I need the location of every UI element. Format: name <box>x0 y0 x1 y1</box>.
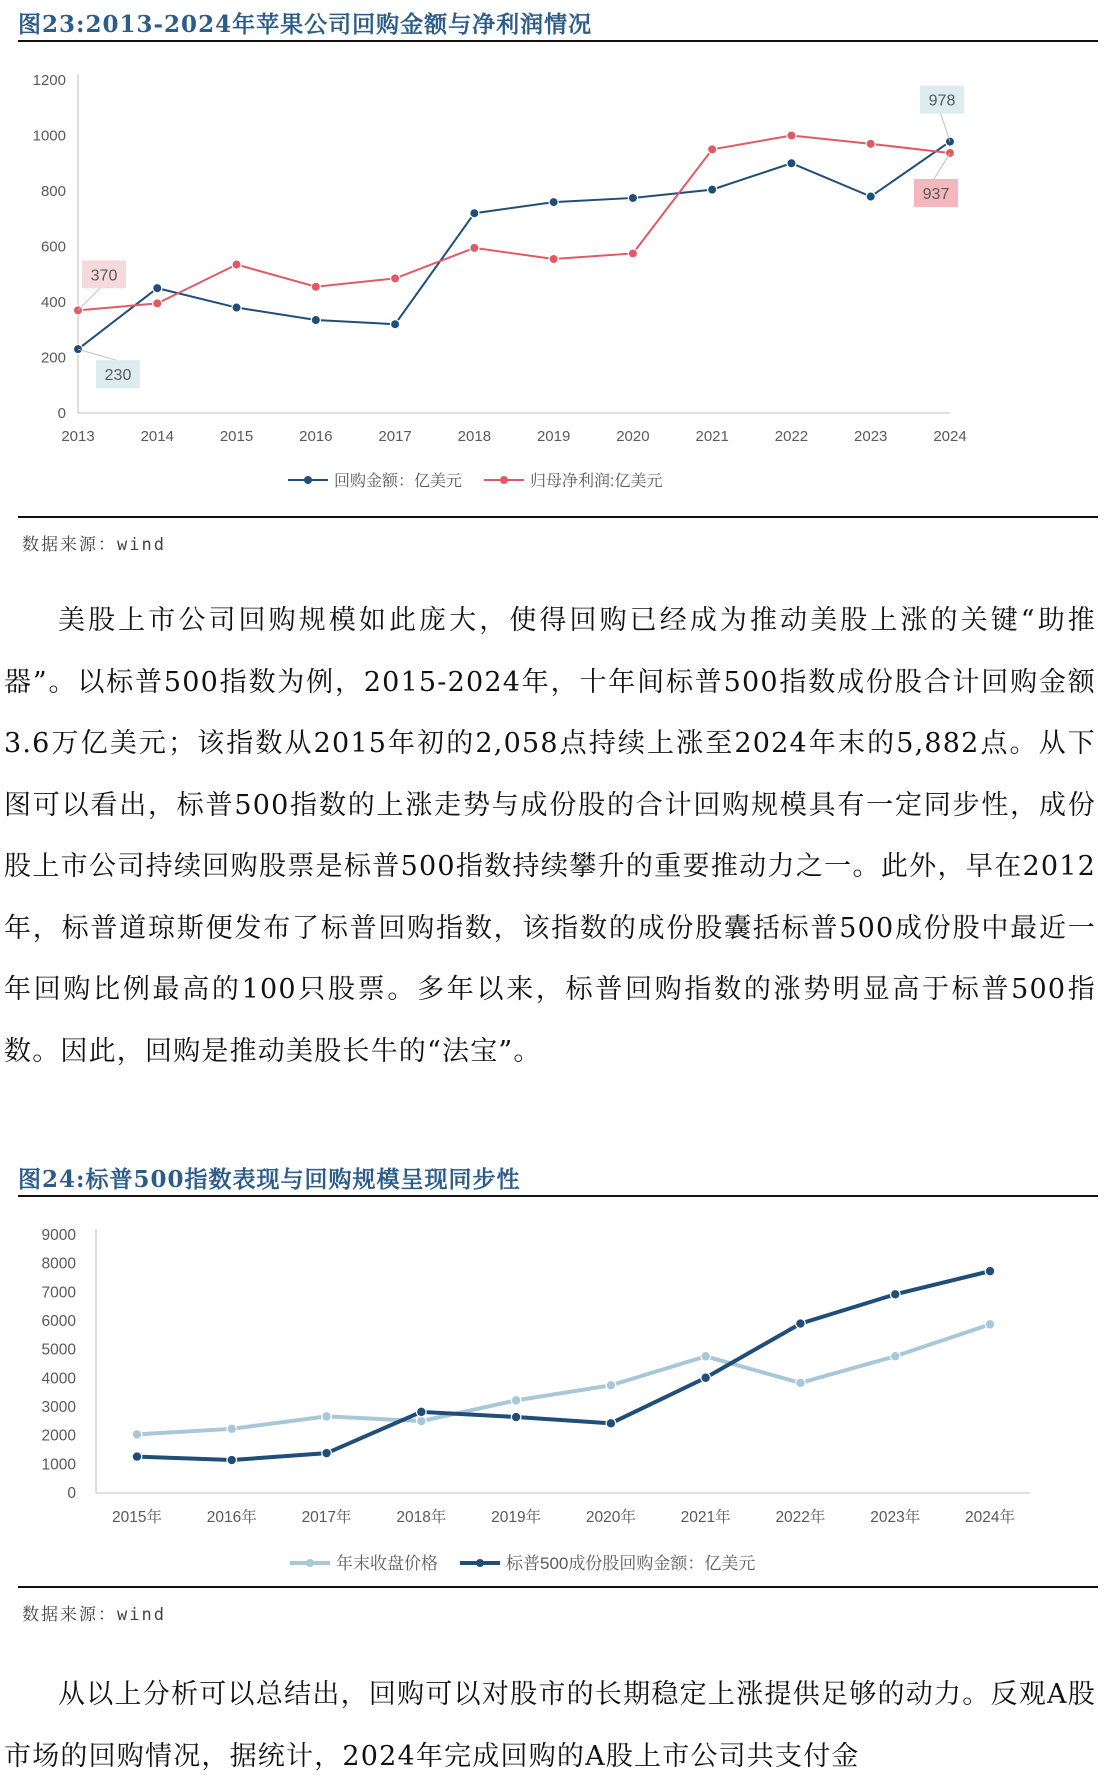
series-line-1 <box>78 142 950 350</box>
y-tick-label: 4000 <box>41 1370 76 1388</box>
data-point-series-1 <box>708 185 717 194</box>
annotation-label: 937 <box>922 185 950 203</box>
data-point-series-1 <box>232 303 241 312</box>
series-line-1 <box>137 1324 990 1434</box>
x-tick-label: 2018 <box>457 428 492 445</box>
data-point-series-1 <box>470 209 479 218</box>
legend-label: 回购金额：亿美元 <box>334 473 463 490</box>
data-point-series-2 <box>322 1448 332 1458</box>
data-point-series-2 <box>227 1455 237 1465</box>
annotation-label: 230 <box>104 367 132 385</box>
x-tick-label: 2022 <box>774 428 809 445</box>
data-point-series-1 <box>606 1381 616 1391</box>
legend-swatch-marker <box>306 1559 314 1567</box>
data-point-series-2 <box>153 299 162 308</box>
x-tick-label: 2020 <box>616 428 650 445</box>
figure-23-source: 数据来源：wind <box>22 535 166 555</box>
figure-23-title: 图23:2013-2024年苹果公司回购金额与净利润情况 <box>18 11 593 38</box>
x-tick-label: 2024 <box>933 428 967 445</box>
data-point-series-1 <box>549 198 558 207</box>
data-point-series-2 <box>866 139 875 148</box>
figure-24-source: 数据来源：wind <box>22 1605 166 1625</box>
y-tick-label: 400 <box>40 294 66 311</box>
data-point-series-2 <box>511 1412 521 1422</box>
y-tick-label: 1000 <box>32 127 66 145</box>
x-tick-label: 2015 <box>219 428 254 445</box>
data-point-series-2 <box>232 260 241 269</box>
x-tick-label: 2017年 <box>301 1509 352 1526</box>
data-point-series-2 <box>985 1266 995 1276</box>
x-tick-label: 2014 <box>140 428 174 445</box>
y-tick-label: 1200 <box>32 72 66 89</box>
legend-label: 年末收盘价格 <box>336 1554 438 1573</box>
paragraph-1-text: 美股上市公司回购规模如此庞大，使得回购已经成为推动美股上涨的关键“助推器”。以标普500指数为例，2015-2024年，十年间标普500指数成份股合计回购金额3.6万亿美元；该指数从2015年初的2,058点持续上涨至2024年末的5,882点。从下图可以看出，标普500指数的上涨走势与成份股的合计回购规模具有一定同步性，成份股上市公司持续回购股票是标普500指数持续攀升的重要推动力之一。此外，早在2012年，标普道琼斯便发布了标普回购指数，该指数的成份股囊括标普500成份股中最近一年回购比例最高的100只股票。多年以来，标普回购指数的涨势明显高于标普500指数。因此，回购是推动美股长牛的“法宝”。 <box>4 605 1096 1067</box>
annotation-leader <box>934 153 950 179</box>
x-tick-label: 2020年 <box>585 1509 636 1526</box>
legend-label: 标普500成份股回购金额：亿美元 <box>506 1554 756 1573</box>
x-tick-label: 2018年 <box>396 1509 447 1526</box>
data-point-series-1 <box>511 1396 521 1406</box>
x-tick-label: 2019年 <box>491 1509 542 1526</box>
legend-swatch-marker <box>476 1559 484 1567</box>
y-tick-label: 200 <box>40 349 66 367</box>
data-point-series-1 <box>227 1424 237 1434</box>
x-tick-label: 2013 <box>61 428 95 445</box>
body-paragraph-1 <box>4 590 1096 1082</box>
y-tick-label: 800 <box>40 183 66 200</box>
y-tick-label: 8000 <box>41 1255 76 1273</box>
data-point-series-1 <box>417 1416 427 1426</box>
x-tick-label: 2022年 <box>775 1509 826 1526</box>
x-tick-label: 2021年 <box>680 1509 731 1526</box>
y-tick-label: 6000 <box>41 1313 76 1330</box>
annotation-leader <box>78 349 116 360</box>
x-tick-label: 2023年 <box>870 1509 921 1526</box>
y-tick-label: 5000 <box>41 1341 76 1359</box>
y-tick-label: 1000 <box>41 1456 76 1474</box>
y-tick-label: 0 <box>67 1485 76 1502</box>
data-point-series-1 <box>628 193 637 202</box>
series-line-2 <box>78 136 950 311</box>
x-tick-label: 2017 <box>378 428 412 445</box>
annotation-leader <box>940 112 950 142</box>
data-point-series-1 <box>866 192 875 201</box>
paragraph-2-text: 从以上分析可以总结出，回购可以对股市的长期稳定上涨提供足够的动力。反观A股市场的回购情况，据统计，2024年完成回购的A股上市公司共支付金 <box>4 1679 1096 1772</box>
annotation-leader <box>78 286 102 310</box>
figure-24-bottom-rule <box>18 1586 1098 1588</box>
data-point-series-1 <box>796 1378 806 1388</box>
data-point-series-1 <box>985 1320 995 1330</box>
data-point-series-1 <box>311 315 320 324</box>
data-point-series-2 <box>390 274 399 283</box>
data-point-series-2 <box>606 1419 616 1429</box>
data-point-series-1 <box>945 137 954 146</box>
data-point-series-1 <box>787 159 796 168</box>
legend-swatch-marker <box>304 476 312 484</box>
x-tick-label: 2015年 <box>112 1509 162 1526</box>
y-tick-label: 0 <box>57 405 66 422</box>
y-tick-label: 9000 <box>41 1227 76 1244</box>
data-point-series-2 <box>628 249 637 258</box>
figure-23-bottom-rule <box>18 516 1098 518</box>
data-point-series-2 <box>470 243 479 252</box>
data-point-series-2 <box>132 1452 142 1462</box>
legend-swatch-marker <box>500 476 508 484</box>
y-tick-label: 7000 <box>41 1284 76 1302</box>
y-tick-label: 3000 <box>41 1399 76 1416</box>
data-point-series-1 <box>132 1430 142 1440</box>
data-point-series-2 <box>311 282 320 291</box>
x-tick-label: 2019 <box>536 428 571 445</box>
data-point-series-2 <box>417 1407 427 1417</box>
figure-24-top-rule <box>18 1195 1098 1197</box>
data-point-series-1 <box>890 1351 900 1361</box>
data-point-series-1 <box>322 1412 332 1422</box>
legend-label: 归母净利润:亿美元 <box>530 473 663 490</box>
figure-24-chart <box>0 1205 1060 1575</box>
data-point-series-2 <box>787 131 796 140</box>
x-tick-label: 2021 <box>695 428 729 445</box>
figure-23-top-rule <box>18 40 1098 42</box>
y-tick-label: 600 <box>40 238 66 256</box>
data-point-series-1 <box>701 1352 711 1362</box>
x-tick-label: 2024年 <box>965 1509 1015 1526</box>
figure-23-chart <box>0 50 1000 500</box>
data-point-series-1 <box>390 320 399 329</box>
data-point-series-2 <box>701 1373 711 1383</box>
data-point-series-2 <box>708 145 717 154</box>
data-point-series-1 <box>153 284 162 293</box>
y-tick-label: 2000 <box>41 1427 76 1445</box>
data-point-series-2 <box>549 254 558 263</box>
x-tick-label: 2016年 <box>206 1509 257 1526</box>
x-tick-label: 2023 <box>854 428 888 445</box>
figure-24-title: 图24:标普500指数表现与回购规模呈现同步性 <box>18 1166 521 1193</box>
data-point-series-2 <box>890 1290 900 1300</box>
x-tick-label: 2016 <box>299 428 333 445</box>
annotation-label: 370 <box>90 267 118 285</box>
body-paragraph-2 <box>4 1664 1096 1787</box>
data-point-series-2 <box>796 1319 806 1329</box>
annotation-label: 978 <box>928 92 956 110</box>
